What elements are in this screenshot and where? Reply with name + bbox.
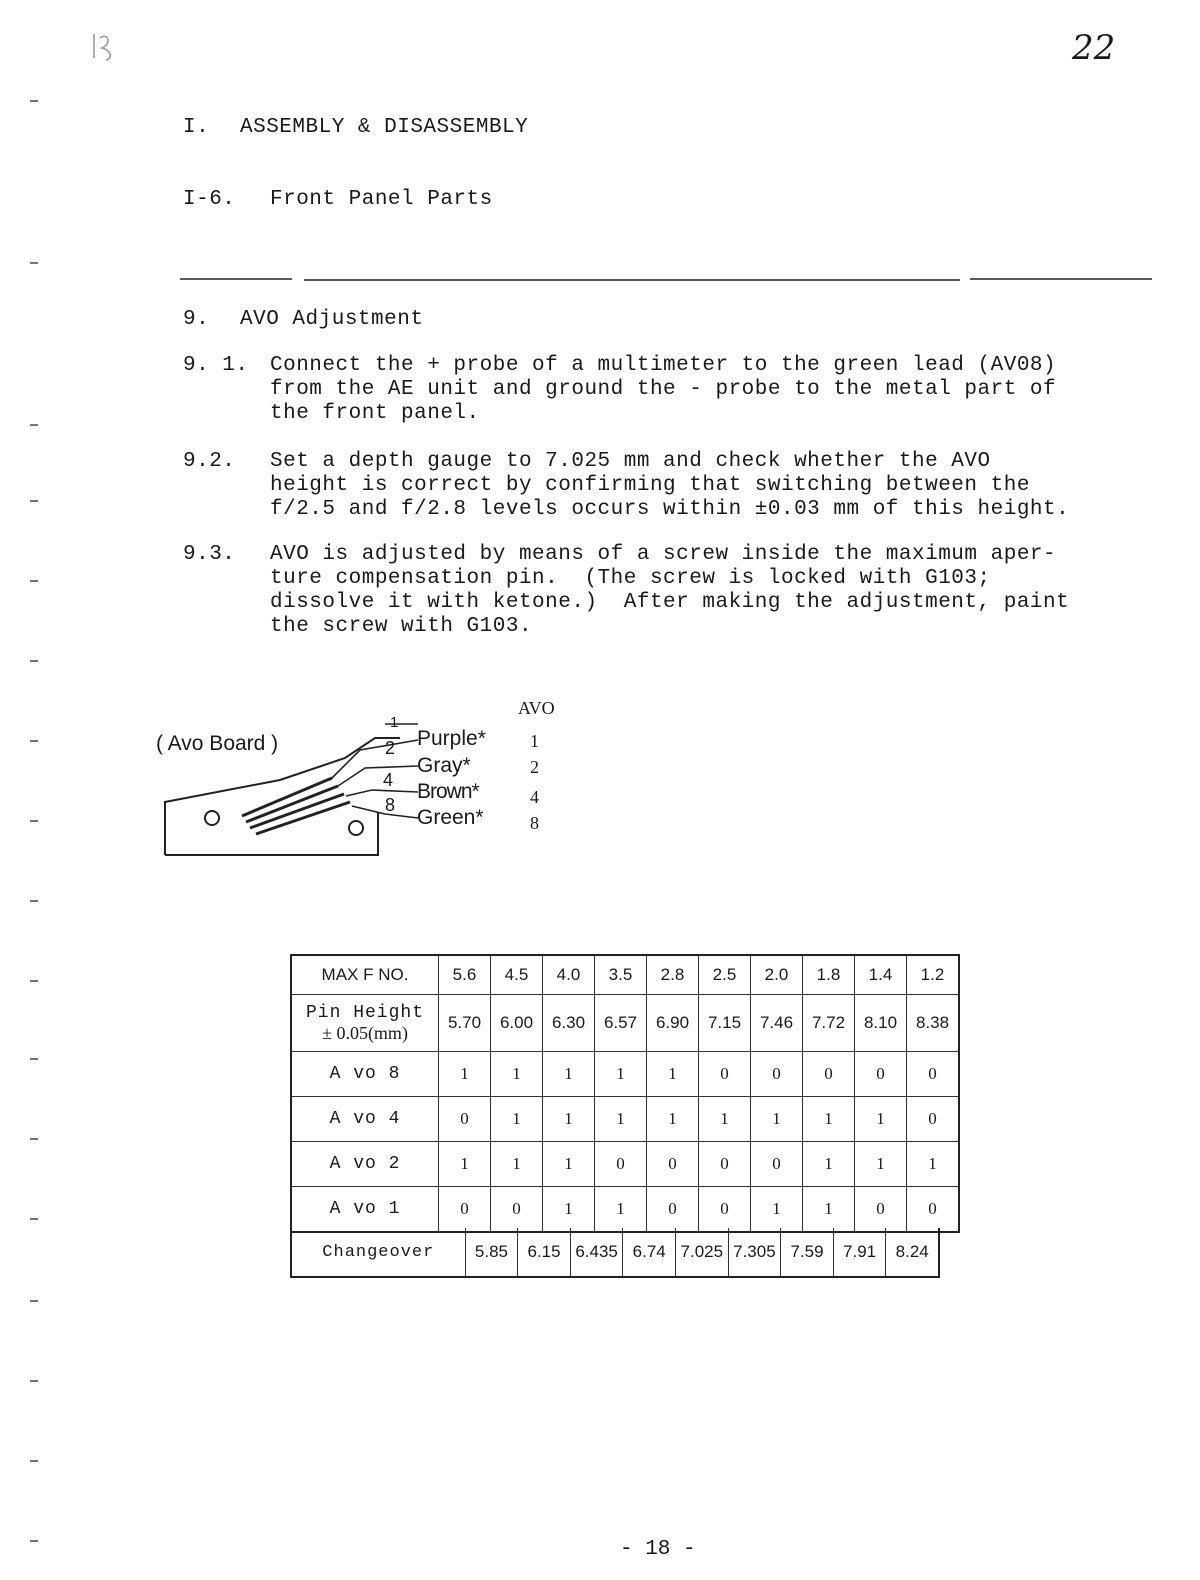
subsection-title: Front Panel Parts xyxy=(270,188,493,211)
f-number-cell: 1.2 xyxy=(907,955,960,995)
step-line: height is correct by confirming that switching between the xyxy=(270,474,1030,497)
step-text xyxy=(270,354,1056,426)
step-line: f/2.5 and f/2.8 levels occurs within ±0.03 mm of this height. xyxy=(270,498,1070,521)
f-number-cell: 4.5 xyxy=(491,955,543,995)
pin-number: 2 xyxy=(385,738,396,758)
avo-value: 2 xyxy=(530,757,539,777)
avo-bit-cell: 1 xyxy=(699,1097,751,1142)
pin-height-label-line: Pin Height xyxy=(305,1002,425,1023)
f-number-cell: 1.4 xyxy=(855,955,907,995)
changeover-cell: 5.85 xyxy=(465,1228,518,1276)
avo-bit-cell: 1 xyxy=(595,1187,647,1233)
avo-bit-cell: 1 xyxy=(439,1142,491,1187)
avo-bit-cell: 0 xyxy=(751,1052,803,1097)
table-row xyxy=(291,955,959,995)
step-number: 9. 1. xyxy=(183,354,249,377)
avo-bit-cell: 0 xyxy=(699,1187,751,1233)
avo-value: 8 xyxy=(530,813,539,833)
avo-bit-cell: 0 xyxy=(439,1097,491,1142)
pin-height-cell: 7.15 xyxy=(699,995,751,1052)
pin-height-cell: 6.00 xyxy=(491,995,543,1052)
avo-bit-cell: 0 xyxy=(855,1052,907,1097)
avo-bit-cell: 0 xyxy=(647,1142,699,1187)
section-title: ASSEMBLY & DISASSEMBLY xyxy=(240,116,529,139)
avo-bit-cell: 1 xyxy=(803,1097,855,1142)
pin-number: 8 xyxy=(385,795,396,815)
avo-bit-cell: 1 xyxy=(855,1142,907,1187)
table-row xyxy=(291,1052,959,1097)
avo-bit-cell: 1 xyxy=(907,1142,960,1187)
pin-number: 4 xyxy=(383,770,394,790)
step-line: dissolve it with ketone.) After making the adjustment, paint xyxy=(270,591,1070,614)
table-row xyxy=(291,1142,959,1187)
avo-bit-cell: 1 xyxy=(855,1097,907,1142)
step-line: Set a depth gauge to 7.025 mm and check whether the AVO xyxy=(270,450,991,473)
pin-height-cell: 6.57 xyxy=(595,995,647,1052)
f-number-cell: 3.5 xyxy=(595,955,647,995)
changeover-cell: 7.59 xyxy=(780,1228,833,1276)
step-line: the screw with G103. xyxy=(270,615,533,638)
avo-row-label: A vo 1 xyxy=(291,1187,439,1233)
page-number: - 18 - xyxy=(620,1538,696,1561)
avo-bit-cell: 1 xyxy=(647,1097,699,1142)
pin-height-cell: 6.30 xyxy=(543,995,595,1052)
avo-bit-cell: 1 xyxy=(491,1097,543,1142)
f-number-cell: 2.5 xyxy=(699,955,751,995)
changeover-cell: 6.15 xyxy=(517,1228,570,1276)
step-number: 9.3. xyxy=(183,543,236,566)
subsection-number: I-6. xyxy=(183,188,236,211)
avo-bit-cell: 1 xyxy=(595,1097,647,1142)
pin-height-cell: 8.10 xyxy=(855,995,907,1052)
avo-bit-cell: 1 xyxy=(647,1052,699,1097)
avo-bit-cell: 1 xyxy=(491,1052,543,1097)
avo-bit-cell: 1 xyxy=(543,1052,595,1097)
avo-bit-cell: 1 xyxy=(803,1142,855,1187)
step-line: the front panel. xyxy=(270,402,480,425)
changeover-cell: 7.91 xyxy=(833,1228,886,1276)
avo-bit-cell: 0 xyxy=(907,1187,960,1233)
avo-bit-cell: 1 xyxy=(543,1187,595,1233)
pin-height-label xyxy=(291,995,439,1052)
avo-bit-cell: 0 xyxy=(491,1187,543,1233)
changeover-row xyxy=(290,1228,940,1278)
max-f-no-label: MAX F NO. xyxy=(291,955,439,995)
f-number-cell: 2.0 xyxy=(751,955,803,995)
f-number-cell: 2.8 xyxy=(647,955,699,995)
table-row xyxy=(291,1187,959,1233)
pin-number: 1 xyxy=(390,714,399,731)
changeover-cell: 7.025 xyxy=(675,1228,728,1276)
avo-bit-cell: 1 xyxy=(803,1187,855,1233)
avo-value: 1 xyxy=(530,731,539,751)
step-line: ture compensation pin. (The screw is locked with G103; xyxy=(270,567,991,590)
avo-header: AVO xyxy=(518,698,555,718)
table-row xyxy=(291,995,959,1052)
avo-bit-cell: 0 xyxy=(907,1097,960,1142)
avo-table xyxy=(290,954,960,1233)
avo-bit-cell: 0 xyxy=(751,1142,803,1187)
pin-height-cell: 7.46 xyxy=(751,995,803,1052)
step-text xyxy=(270,543,1069,639)
table-row xyxy=(291,1097,959,1142)
topic-title: AVO Adjustment xyxy=(240,308,424,331)
f-number-cell: 4.0 xyxy=(543,955,595,995)
avo-value: 4 xyxy=(530,787,539,807)
f-number-cell: 5.6 xyxy=(439,955,491,995)
pin-height-cell: 6.90 xyxy=(647,995,699,1052)
avo-row-label: A vo 4 xyxy=(291,1097,439,1142)
f-number-cell: 1.8 xyxy=(803,955,855,995)
avo-bit-cell: 0 xyxy=(699,1052,751,1097)
avo-bit-cell: 0 xyxy=(699,1142,751,1187)
avo-bit-cell: 0 xyxy=(439,1187,491,1233)
wire-label: Gray* xyxy=(417,754,471,777)
step-line: from the AE unit and ground the - probe to the metal part of xyxy=(270,378,1057,401)
section-number: I. xyxy=(183,116,210,139)
page-mark: 22 xyxy=(1072,28,1116,68)
changeover-cell: 6.74 xyxy=(622,1228,675,1276)
wire-label: Purple* xyxy=(417,727,486,750)
topic-number: 9. xyxy=(183,308,210,331)
board-label: ( Avo Board ) xyxy=(156,732,279,755)
separator-rule xyxy=(180,272,1152,286)
avo-bit-cell: 0 xyxy=(855,1187,907,1233)
step-number: 9.2. xyxy=(183,450,236,473)
avo-row-label: A vo 8 xyxy=(291,1052,439,1097)
wire-label: Green* xyxy=(417,806,484,829)
avo-bit-cell: 0 xyxy=(803,1052,855,1097)
changeover-cell: 7.305 xyxy=(728,1228,781,1276)
corner-scribble xyxy=(88,24,128,64)
avo-bit-cell: 0 xyxy=(907,1052,960,1097)
step-text xyxy=(270,450,1069,522)
pin-height-cell: 5.70 xyxy=(439,995,491,1052)
avo-bit-cell: 1 xyxy=(491,1142,543,1187)
wire-label: Brown* xyxy=(417,780,479,803)
changeover-cell: 6.435 xyxy=(570,1228,623,1276)
changeover-label: Changeover xyxy=(322,1242,435,1262)
avo-bit-cell: 1 xyxy=(439,1052,491,1097)
step-line: Connect the + probe of a multimeter to the green lead (AV08) xyxy=(270,354,1057,377)
pin-height-cell: 7.72 xyxy=(803,995,855,1052)
changeover-cell: 8.24 xyxy=(885,1228,938,1276)
pin-height-label-line: ± 0.05(mm) xyxy=(322,1022,408,1043)
step-line: AVO is adjusted by means of a screw inside the maximum aper- xyxy=(270,543,1057,566)
avo-bit-cell: 1 xyxy=(595,1052,647,1097)
pin-height-cell: 8.38 xyxy=(907,995,960,1052)
avo-bit-cell: 1 xyxy=(543,1097,595,1142)
avo-row-label: A vo 2 xyxy=(291,1142,439,1187)
avo-bit-cell: 1 xyxy=(751,1187,803,1233)
avo-bit-cell: 0 xyxy=(647,1187,699,1233)
avo-bit-cell: 1 xyxy=(543,1142,595,1187)
avo-bit-cell: 1 xyxy=(751,1097,803,1142)
avo-bit-cell: 0 xyxy=(595,1142,647,1187)
